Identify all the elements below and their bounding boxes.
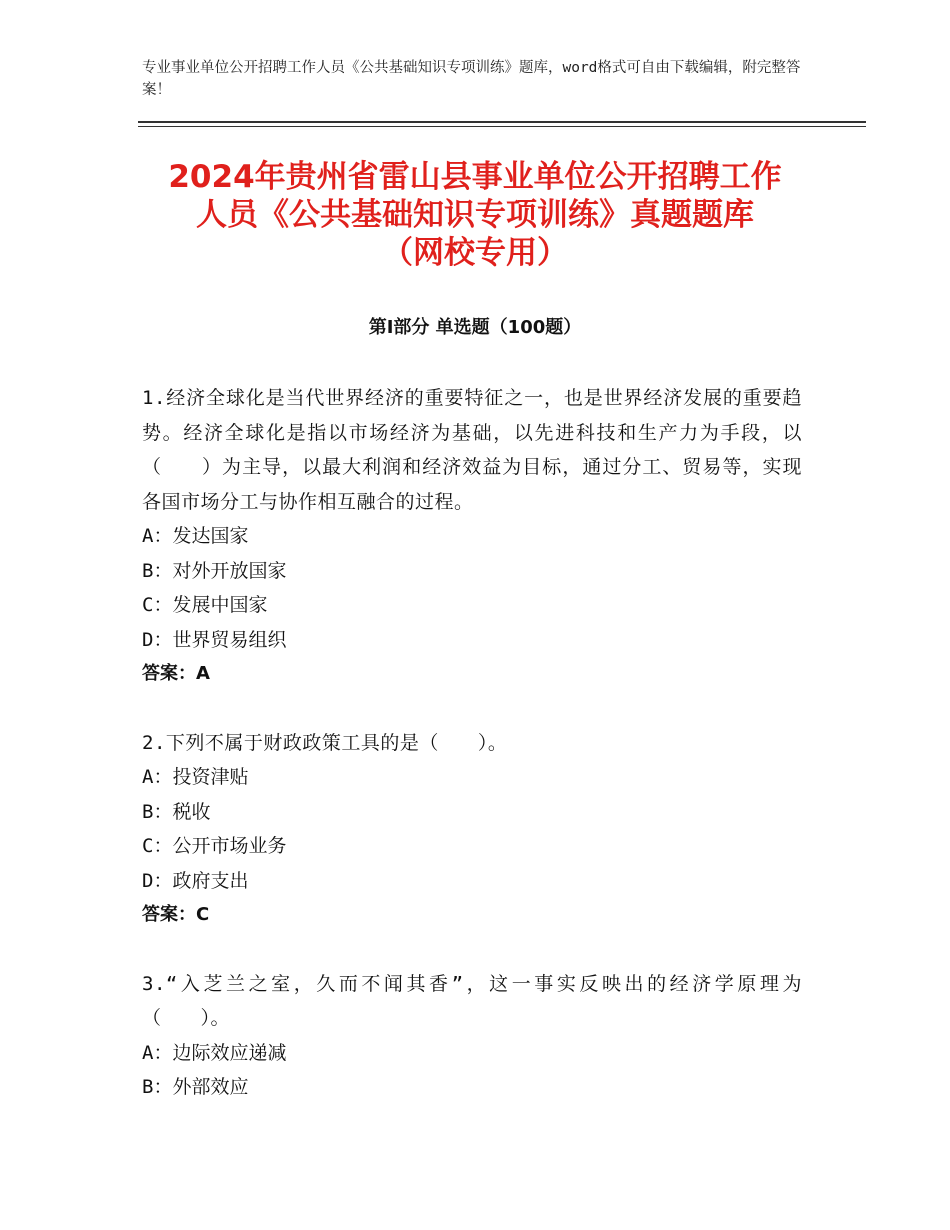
option-a: A：发达国家	[142, 525, 249, 547]
option-a: A：边际效应递减	[142, 1041, 287, 1064]
answer: 答案：A	[142, 663, 210, 684]
option-a: A：投资津贴	[142, 766, 249, 788]
question-stem: 1.经济全球化是当代世界经济的重要特征之一，也是世界经济发展的重要趋势。经济全球化是指以市场经济为基础，以先进科技和生产力为手段，以（ ）为主导，以最大利润和经济效益为目标，通过分工、贸易等，实现各国市场分工与协作相互融合的过程。	[142, 387, 802, 513]
question-list	[142, 381, 802, 1139]
option-d: D：政府支出	[142, 869, 249, 892]
question-3	[142, 967, 802, 1105]
title-line-2: 人员《公共基础知识专项训练》真题题库	[196, 197, 754, 233]
question-2	[142, 726, 802, 933]
document-title	[120, 158, 830, 272]
title-line-1: 2024年贵州省雷山县事业单位公开招聘工作	[168, 159, 782, 195]
option-d: D：世界贸易组织	[142, 628, 287, 651]
option-c: C：公开市场业务	[142, 835, 287, 857]
header-divider-thick	[138, 121, 866, 123]
option-b: B：对外开放国家	[142, 559, 287, 582]
option-b: B：税收	[142, 800, 211, 823]
question-1	[142, 381, 802, 692]
title-line-3: （网校专用）	[382, 235, 568, 271]
header-note: 专业事业单位公开招聘工作人员《公共基础知识专项训练》题库，word格式可自由下载编辑，附完整答案！	[142, 60, 801, 98]
option-b: B：外部效应	[142, 1076, 249, 1098]
header-divider-thin	[138, 126, 866, 127]
section-heading: 第Ⅰ部分 单选题（100题）	[368, 317, 582, 338]
question-stem: 3.“入芝兰之室，久而不闻其香”，这一事实反映出的经济学原理为（ ）。	[142, 972, 802, 1029]
answer: 答案：C	[142, 904, 210, 925]
question-stem: 2.下列不属于财政政策工具的是（ ）。	[142, 731, 508, 754]
option-c: C：发展中国家	[142, 594, 268, 616]
